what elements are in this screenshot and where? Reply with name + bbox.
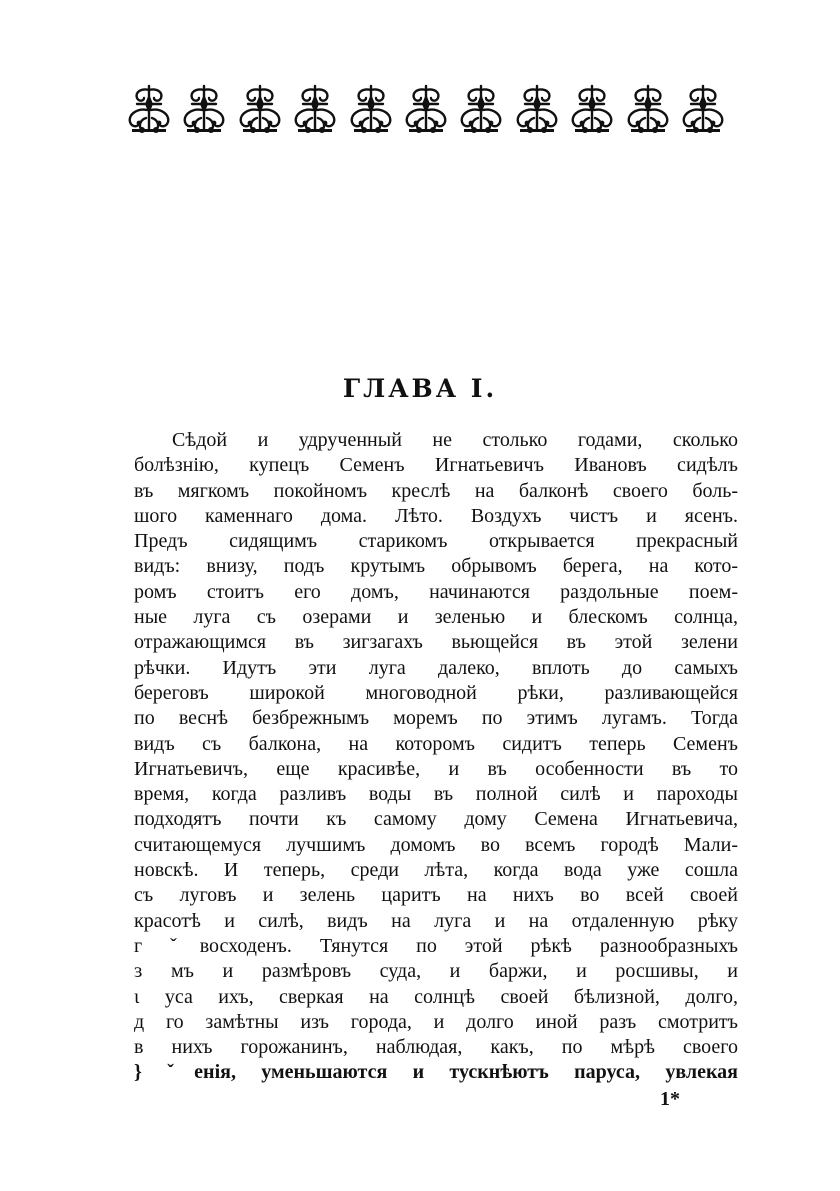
text-line: Предъ сидящимъ старикомъ открывается прекрасный	[134, 530, 738, 553]
text-line: шого каменнаго дома. Лѣто. Воздухъ чистъ и ясенъ.	[134, 504, 738, 527]
text-line: въ мягкомъ покойномъ креслѣ на балконѣ своего боль-	[134, 479, 738, 502]
text-line: по веснѣ безбрежнымъ моремъ по этимъ лугамъ. Тогда	[134, 707, 738, 730]
text-line: съ луговъ и зелень царитъ на нихъ во всей своей	[134, 884, 738, 907]
fleuron-ornament-icon	[567, 82, 617, 136]
fleuron-ornament-icon	[290, 82, 340, 136]
fleuron-ornament-icon	[124, 82, 174, 136]
text-line: новскѣ. И теперь, среди лѣта, когда вода уже сошла	[134, 859, 738, 882]
text-line: считающемуся лучшимъ домомъ во всемъ городѣ Мали-	[134, 833, 738, 856]
text-line: ные луга съ озерами и зеленью и блескомъ солнца,	[134, 606, 738, 629]
text-line: в нихъ горожанинъ, наблюдая, какъ, по мѣрѣ своего	[134, 1036, 738, 1059]
text-line: красотѣ и силѣ, видъ на луга и на отдаленную рѣку	[134, 909, 738, 932]
fleuron-ornament-icon	[346, 82, 396, 136]
text-line: болѣзнію, купецъ Семенъ Игнатьевичъ Ивановъ сидѣлъ	[134, 454, 738, 477]
fleuron-ornament-icon	[179, 82, 229, 136]
fleuron-ornament-icon	[235, 82, 285, 136]
fleuron-ornament-icon	[512, 82, 562, 136]
text-line: подходятъ почти къ самому дому Семена Игнатьевича,	[134, 808, 738, 831]
text-line: Сѣдой и удрученный не столько годами, сколько	[172, 429, 738, 451]
text-line: } ˇенія, уменьшаются и тускнѣютъ паруса, увлекая	[134, 1061, 738, 1084]
text-line: видъ: внизу, подъ крутымъ обрывомъ берега, на кото-	[134, 555, 738, 578]
text-line: ι уса ихъ, сверкая на солнцѣ своей бѣлизной, долго,	[134, 985, 738, 1008]
text-line: время, когда разливъ воды въ полной силѣ и пароходы	[134, 783, 738, 806]
text-line: Игнатьевичъ, еще красивѣе, и въ особенности въ то	[134, 757, 738, 780]
text-line: д го замѣтны изъ города, и долго иной разъ смотритъ	[134, 1010, 738, 1033]
ornament-row	[124, 80, 728, 138]
fleuron-ornament-icon	[623, 82, 673, 136]
text-line: видъ съ балкона, на которомъ сидитъ теперь Семенъ	[134, 732, 738, 755]
text-line: рѣчки. Идутъ эти луга далеко, вплоть до самыхъ	[134, 656, 738, 679]
fleuron-ornament-icon	[456, 82, 506, 136]
text-line: береговъ широкой многоводной рѣки, разливающейся	[134, 681, 738, 704]
text-line: г ˇвосходенъ. Тянутся по этой рѣкѣ разнообразныхъ	[134, 934, 738, 957]
body-text	[134, 428, 738, 1086]
fleuron-ornament-icon	[401, 82, 451, 136]
page-number: 1*	[660, 1088, 680, 1110]
text-line: отражающимся въ зигзагахъ вьющейся въ этой зелени	[134, 631, 738, 654]
chapter-title: ГЛАВА I.	[342, 374, 498, 403]
fleuron-ornament-icon	[678, 82, 728, 136]
text-line: ромъ стоитъ его домъ, начинаются раздольные поем-	[134, 580, 738, 603]
text-line: ɜ мъ и размѣровъ суда, и баржи, и росшивы, и	[134, 960, 738, 983]
